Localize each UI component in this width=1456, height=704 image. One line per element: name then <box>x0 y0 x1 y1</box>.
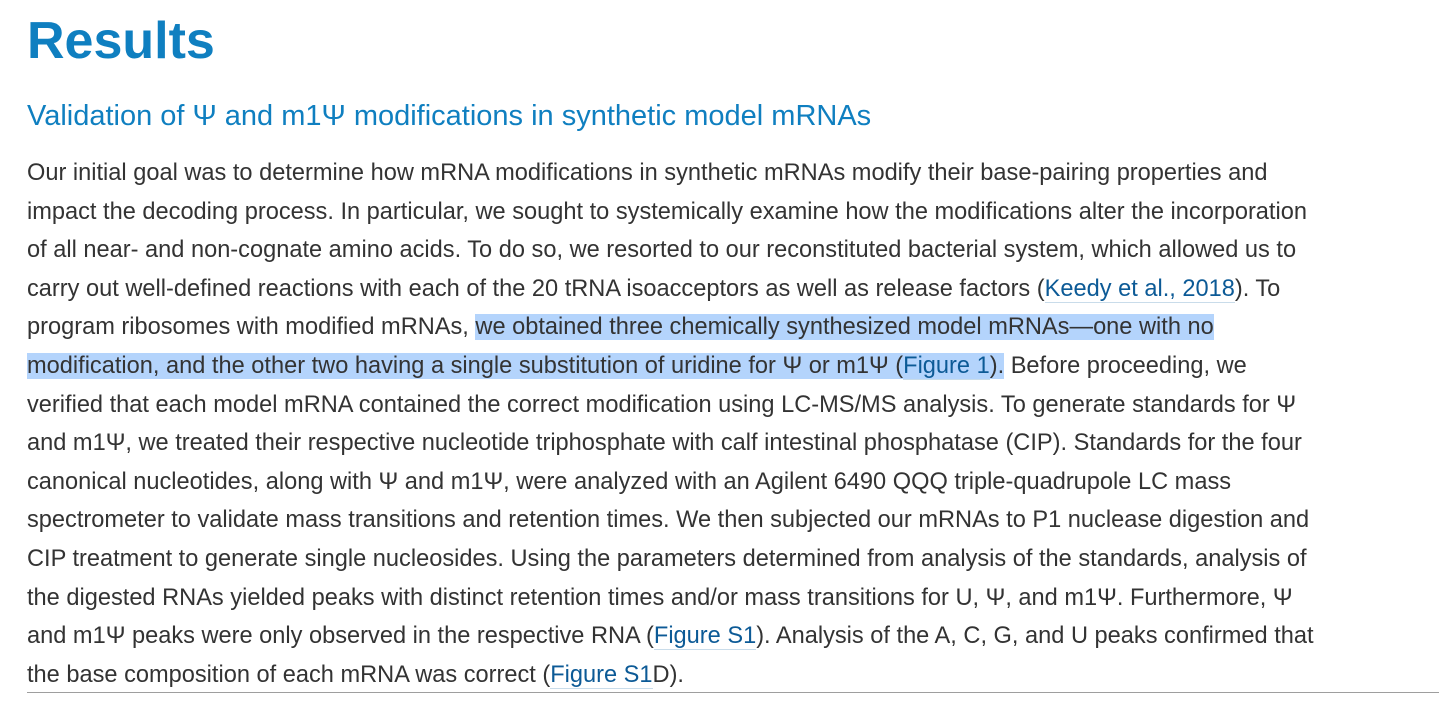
paragraph-line-14 <box>27 656 1439 695</box>
results-heading: Results <box>27 12 215 70</box>
paragraph-line-9: canonical nucleotides, along with Ψ and m1Ψ, were analyzed with an Agilent 6490 QQQ triple-quadrupole LC mass <box>27 468 1232 495</box>
paragraph-line-13 <box>27 617 1439 656</box>
paragraph-text: the base composition of each mRNA was correct ( <box>27 661 551 688</box>
selected-text: ). <box>989 352 1005 379</box>
figure-1-link[interactable]: Figure 1 <box>903 352 990 379</box>
reference-link-keedy-2018[interactable]: Keedy et al., 2018 <box>1044 275 1235 302</box>
selected-text: modification, and the other two having a single substitution of uridine for Ψ or m1Ψ ( <box>27 352 904 379</box>
results-paragraph[interactable] <box>27 154 1439 694</box>
paragraph-line-5 <box>27 308 1439 347</box>
paragraph-text: Before proceeding, we <box>1004 352 1247 379</box>
paragraph-line-6 <box>27 347 1439 386</box>
paragraph-line-12: the digested RNAs yielded peaks with distinct retention times and/or mass transitions for U, Ψ, and m1Ψ. Furthermore, Ψ <box>27 584 1293 611</box>
paragraph-line-1: Our initial goal was to determine how mRNA modifications in synthetic mRNAs modify their base-pairing properties and <box>27 160 1268 186</box>
selected-text: we obtained three chemically synthesized model mRNAs—one with no <box>475 314 1214 341</box>
paragraph-line-7: verified that each model mRNA contained the correct modification using LC-MS/MS analysis. To generate standards for Ψ <box>27 391 1297 418</box>
paragraph-text: ). To <box>1234 275 1281 302</box>
paragraph-text: D <box>652 661 670 688</box>
paragraph-line-4 <box>27 270 1439 309</box>
paragraph-line-10: spectrometer to validate mass transitions and retention times. We then subjected our mRNAs to P1 nuclease digestion and <box>27 507 1310 534</box>
section-divider <box>27 692 1439 693</box>
paragraph-line-8: and m1Ψ, we treated their respective nucleotide triphosphate with calf intestinal phosphatase (CIP). Standards for the four <box>27 430 1302 457</box>
figure-s1d-link-label: Figure S1 <box>550 661 653 688</box>
paragraph-text: and m1Ψ peaks were only observed in the respective RNA ( <box>27 623 654 650</box>
paragraph-text: program ribosomes with modified mRNAs, <box>27 314 476 341</box>
figure-s1d-link[interactable] <box>550 662 652 689</box>
section-subheading: Validation of Ψ and m1Ψ modifications in synthetic model mRNAs <box>27 100 872 132</box>
figure-s1-link[interactable]: Figure S1 <box>653 623 757 650</box>
paragraph-line-11: CIP treatment to generate single nucleosides. Using the parameters determined from analysis of the standards, analysis of <box>27 545 1307 572</box>
paragraph-line-3: of all near- and non-cognate amino acids. To do so, we resorted to our reconstituted bacterial system, which allowed us to <box>27 237 1297 264</box>
paragraph-line-2: impact the decoding process. In particular, we sought to systemically examine how the modifications alter the incorporation <box>27 198 1307 225</box>
paragraph-text: ). Analysis of the A, C, G, and U peaks confirmed that <box>756 623 1314 650</box>
paragraph-text: carry out well-defined reactions with each of the 20 tRNA isoacceptors as well as release factors ( <box>27 275 1045 302</box>
paragraph-text: ). <box>669 661 684 688</box>
